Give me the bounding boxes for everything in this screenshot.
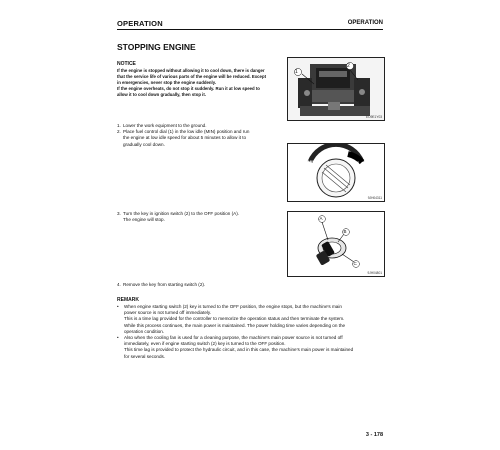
step-text: Lower the work equipment to the ground.: [123, 123, 207, 128]
step-text: Place fuel control dial (1) in the low idle (MIN) position and run: [123, 129, 250, 135]
notice-heading: NOTICE: [117, 61, 136, 67]
step-item: [117, 211, 287, 223]
notice-line: allow it to cool down gradually, then stop it.: [117, 92, 206, 98]
figure-code: 9JH04311: [367, 196, 382, 200]
remark-line: This is a time lag provided for the controller to memorize the operation status and then terminate the system.: [124, 316, 345, 322]
figure-fuel-dial: [287, 143, 385, 202]
callout-c: C: [353, 261, 357, 266]
dial-min-label: MIN: [308, 160, 315, 164]
remark-line: immediately, even if engine starting switch (2) key is turned to the OFF position.: [124, 341, 286, 347]
header-section-title: OPERATION: [117, 19, 163, 28]
remark-line: This time lag is provided to protect the hydraulic circuit, and in this case, the machine's main power is maintained: [124, 347, 354, 353]
step-text: gradually cool down.: [123, 141, 165, 147]
remark-line: for several seconds.: [124, 353, 166, 359]
ignition-switch-illustration: [288, 212, 384, 276]
remark-line: While this process continues, the main power is maintained. The power holding time varies depending on the: [124, 322, 346, 328]
figure-code: EO9E1Y03: [366, 115, 382, 119]
remark-heading: REMARK: [117, 297, 139, 303]
notice-line: in emergencies, never stop the engine suddenly.: [117, 80, 217, 86]
callout-1: 1: [295, 69, 298, 75]
fuel-dial-illustration: [288, 144, 384, 201]
step-item: [117, 129, 287, 148]
page-number: 3 - 178: [365, 432, 383, 438]
remark-body: [117, 304, 383, 360]
step-text: Turn the key in ignition switch (2) to the OFF position (A).: [123, 211, 239, 216]
remark-line: When engine starting switch (2) key is turned to the OFF position, the engine stops, but the machine's main: [124, 304, 342, 309]
step-text: The engine will stop.: [123, 217, 165, 223]
remark-bullet: [117, 304, 383, 335]
remark-line: operation condition.: [124, 328, 165, 334]
steps-list-a: [117, 123, 287, 148]
remark-bullet: [117, 335, 383, 360]
step-text: Remove the key from starting switch (2).: [123, 282, 206, 287]
page-title: STOPPING ENGINE: [117, 42, 196, 52]
bullet-dot: •: [117, 335, 119, 341]
bullet-dot: •: [117, 304, 119, 309]
operator-cab-illustration: [288, 58, 384, 120]
callout-b: B: [343, 229, 347, 234]
dial-max-label: MAX: [352, 161, 360, 165]
header-rule: [117, 29, 383, 30]
figure-code: 9JH04801: [367, 271, 382, 275]
step-number: 2.: [117, 129, 121, 135]
header-section-title-right: OPERATION: [347, 20, 383, 26]
callout-a: A: [319, 216, 323, 221]
callout-2: 2: [347, 63, 350, 69]
steps-list-c: [117, 282, 287, 288]
notice-line: that the service life of various parts of the engine will be reduced. Except: [117, 74, 266, 80]
steps-list-b: [117, 211, 287, 223]
step-text: the engine at low idle speed for about 5 minutes to allow it to: [123, 135, 247, 141]
notice-body: [117, 68, 279, 98]
step-number: 4.: [117, 282, 121, 287]
notice-line: If the engine is stopped without allowing it to cool down, there is danger: [117, 68, 265, 73]
step-number: 3.: [117, 211, 121, 216]
step-item: [117, 282, 287, 288]
notice-line: If the engine overheats, do not stop it suddenly. Run it at low speed to: [117, 86, 260, 92]
figure-ignition-switch: [287, 211, 385, 277]
step-number: 1.: [117, 123, 121, 128]
remark-line: power source is not turned off immediately.: [124, 310, 212, 316]
figure-operator-cab: [287, 57, 385, 121]
remark-line: Also when the cooling fan is used for a cleaning purpose, the machine's main power source is not turned off: [124, 335, 343, 341]
